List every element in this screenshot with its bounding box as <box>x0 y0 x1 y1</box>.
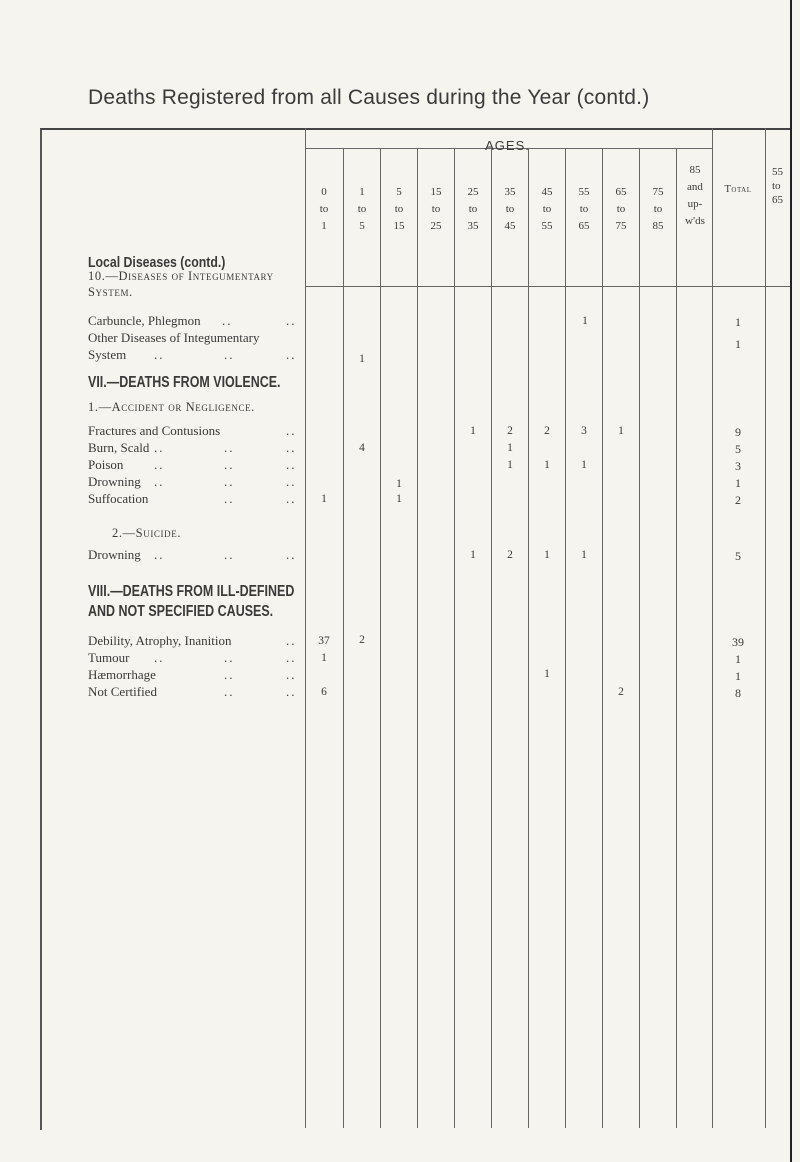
leader-dots: .. <box>286 650 297 665</box>
leader-dots: .. <box>224 650 235 665</box>
ill-defined-heading-2: AND NOT SPECIFIED CAUSES. <box>88 603 274 620</box>
table-cell: 2 <box>507 425 513 437</box>
leader-dots: .. <box>154 440 165 455</box>
column-rule <box>528 148 529 1128</box>
page-title: Deaths Registered from all Causes during the Year (contd.) <box>88 86 650 109</box>
leader-dots: .. <box>224 667 235 682</box>
leader-dots: .. <box>286 633 297 648</box>
leader-dots: .. <box>222 313 233 328</box>
column-rule <box>380 148 381 1128</box>
total-cell: 1 <box>735 315 741 329</box>
age-col-85-up: 85 and up- w'ds <box>685 164 705 227</box>
ill-defined-heading: VIII.—DEATHS FROM ILL-DEFINED <box>88 583 295 600</box>
local-diseases-heading: Local Diseases (contd.) <box>88 254 226 271</box>
leader-dots: .. <box>286 347 297 362</box>
age-col-25-35: 25 to 35 <box>467 186 479 232</box>
table-cell: 6 <box>321 686 327 698</box>
row-label: System <box>88 347 127 362</box>
row-label: Drowning <box>88 547 141 562</box>
leader-dots: .. <box>286 440 297 455</box>
table-cell: 1 <box>581 549 587 561</box>
total-cell: 8 <box>735 686 741 700</box>
row-label: Debility, Atrophy, Inanition <box>88 633 232 648</box>
violence-heading: VII.—DEATHS FROM VIOLENCE. <box>88 374 281 391</box>
leader-dots: .. <box>154 547 165 562</box>
leader-dots: .. <box>286 684 297 699</box>
leader-dots: .. <box>286 474 297 489</box>
leader-dots: .. <box>224 547 235 562</box>
total-cell: 5 <box>735 442 741 456</box>
leader-dots: .. <box>154 474 165 489</box>
leader-dots: .. <box>286 667 297 682</box>
table-cell: 1 <box>470 425 476 437</box>
column-rule <box>417 148 418 1128</box>
table-cell: 2 <box>618 686 624 698</box>
leader-dots: .. <box>224 491 235 506</box>
leader-dots: .. <box>224 440 235 455</box>
table-cell: 1 <box>396 493 402 505</box>
total-cell: 5 <box>735 549 741 563</box>
leader-dots: .. <box>154 457 165 472</box>
row-label: Other Diseases of Integumentary <box>88 330 260 345</box>
leader-dots: .. <box>286 457 297 472</box>
leader-dots: .. <box>286 491 297 506</box>
column-rule <box>765 128 766 1128</box>
table-cell: 1 <box>321 652 327 664</box>
column-rule <box>639 148 640 1128</box>
table-cell: 3 <box>581 425 587 437</box>
total-cell: 39 <box>732 635 744 649</box>
leader-dots: .. <box>224 457 235 472</box>
leader-dots: .. <box>286 423 297 438</box>
age-col-5-15: 5 to 15 <box>393 186 405 232</box>
column-rule <box>712 128 713 1128</box>
column-rule <box>343 148 344 1128</box>
table-cell: 1 <box>581 459 587 471</box>
age-col-55-65: 55 to 65 <box>578 186 590 232</box>
table-cell: 4 <box>359 442 365 454</box>
table-cell: 2 <box>544 425 550 437</box>
table-cell: 1 <box>544 459 550 471</box>
table-cell: 2 <box>359 634 365 646</box>
row-label: Poison <box>88 457 124 472</box>
age-col-75-85: 75 to 85 <box>652 186 664 232</box>
column-rule <box>305 128 306 1128</box>
age-col-45-55: 45 to 55 <box>541 186 553 232</box>
row-label: Hæmorrhage <box>88 667 156 682</box>
table-cell: 1 <box>582 315 588 327</box>
table-cell: 1 <box>544 549 550 561</box>
row-label: Drowning <box>88 474 141 489</box>
suicide-heading: 2.—Suicide. <box>112 526 182 540</box>
table-cell: 1 <box>396 478 402 490</box>
ages-heading: AGES. <box>485 138 530 153</box>
table-cell: 37 <box>318 635 330 647</box>
table-cell: 1 <box>544 668 550 680</box>
table-cell: 1 <box>507 459 513 471</box>
header-rule <box>305 286 790 287</box>
row-label: Fractures and Contusions <box>88 423 221 438</box>
total-cell: 1 <box>735 337 741 351</box>
leader-dots: .. <box>224 347 235 362</box>
table-cell: 1 <box>618 425 624 437</box>
total-column-heading: Total <box>724 184 752 195</box>
leader-dots: .. <box>154 650 165 665</box>
table-cell: 1 <box>359 353 365 365</box>
leader-dots: .. <box>154 347 165 362</box>
total-cell: 2 <box>735 493 741 507</box>
row-label: Tumour <box>88 650 130 665</box>
accident-heading: 1.—Accident or Negligence. <box>88 400 255 414</box>
table-cell: 1 <box>321 493 327 505</box>
total-cell: 1 <box>735 652 741 666</box>
total-cell: 9 <box>735 425 741 439</box>
age-col-0-1: 0 to 1 <box>319 186 329 232</box>
age-col-65-75: 65 to 75 <box>615 186 627 232</box>
age-col-35-45: 35 to 45 <box>504 186 516 232</box>
integumentary-heading: 10.—Diseases of Integumentary System. <box>88 269 274 299</box>
column-rule <box>454 148 455 1128</box>
table-cell: 2 <box>507 549 513 561</box>
leader-dots: .. <box>224 684 235 699</box>
row-label: Carbuncle, Phlegmon <box>88 313 201 328</box>
row-label: Burn, Scald <box>88 440 150 455</box>
row-label: Not Certified <box>88 684 157 699</box>
table-cell: 1 <box>470 549 476 561</box>
leader-dots: .. <box>224 474 235 489</box>
column-rule <box>491 148 492 1128</box>
age-col-1-5: 1 to 5 <box>357 186 367 232</box>
column-rule <box>602 148 603 1128</box>
row-label: Suffocation <box>88 491 149 506</box>
leader-dots: .. <box>286 547 297 562</box>
age-col-15-25: 15 to 25 <box>430 186 442 232</box>
clipped-column-heading: 55 to 65 <box>772 166 783 206</box>
leader-dots: .. <box>286 313 297 328</box>
column-rule <box>676 148 677 1128</box>
total-cell: 1 <box>735 669 741 683</box>
total-cell: 3 <box>735 459 741 473</box>
total-cell: 1 <box>735 476 741 490</box>
column-rule <box>565 148 566 1128</box>
table-cell: 1 <box>507 442 513 454</box>
